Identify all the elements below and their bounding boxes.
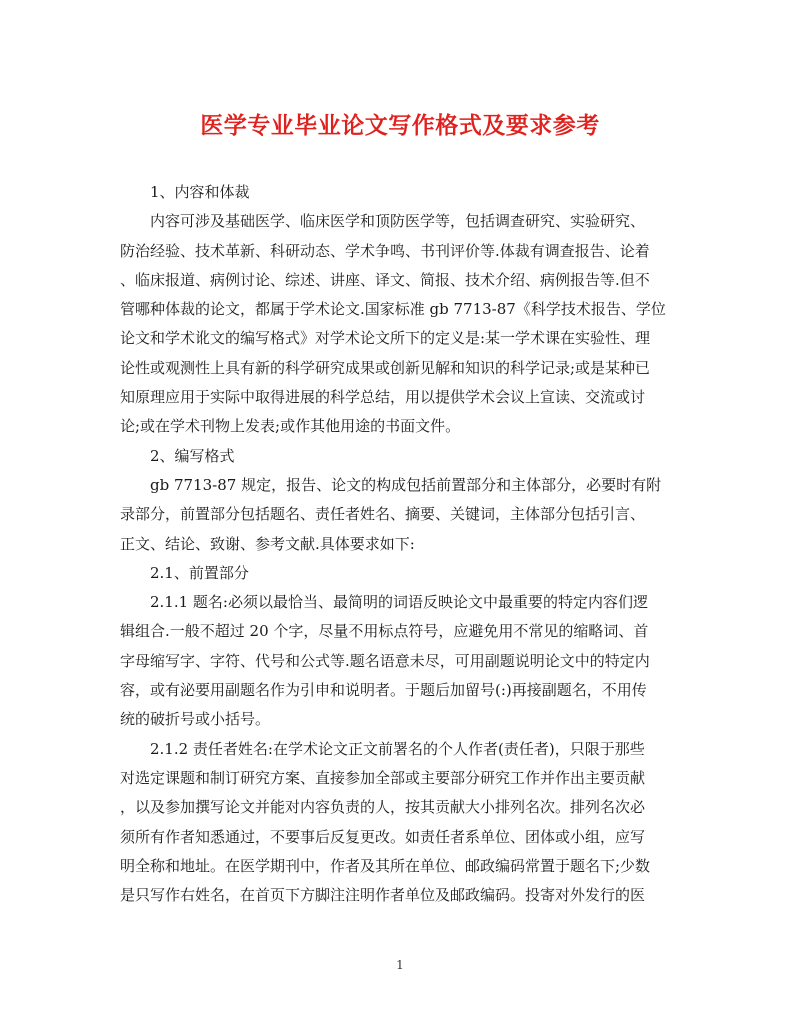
body-text-line: ，以及参加撰写论文并能对内容负责的人，按其贡献大小排列名次。排列名次必 bbox=[120, 798, 646, 817]
body-text-line: 内容可涉及基础医学、临床医学和顶防医学等，包括调查研究、实验研究、 bbox=[150, 212, 646, 231]
body-text-line: 正文、结论、致谢、参考文献.具体要求如下: bbox=[120, 534, 415, 553]
body-text-line: 2、编写格式 bbox=[150, 446, 235, 465]
body-text-line: 1、内容和体裁 bbox=[150, 183, 250, 201]
body-text-line: 、临床报道、病例讨论、综述、讲座、译文、简报、技术介绍、病例报告等.但不 bbox=[120, 270, 650, 289]
body-text-line: 2.1.1 题名:必须以最恰当、最简明的词语反映论文中最重要的特定内容们逻 bbox=[150, 593, 648, 612]
document-title: 医学专业毕业论文写作格式及要求参考 bbox=[200, 112, 600, 139]
body-text-line: 明全称和地址。在医学期刊中，作者及其所在单位、邮政编码常置于题名下;少数 bbox=[120, 856, 651, 875]
body-text-line: 录部分，前置部分包括题名、责任者姓名、摘要、关键词，主体部分包括引言、 bbox=[120, 505, 646, 524]
body-text-line: 须所有作者知悉通过，不要事后反复更改。如责任者系单位、团体或小组，应写 bbox=[120, 827, 646, 846]
body-text-line: 管哪种体裁的论文，都属于学术论文.国家标准 gb 7713-87《科学技术报告、学位 bbox=[120, 300, 666, 319]
body-text-line: 论;或在学术刊物上发表;或作其他用途的书面文件。 bbox=[120, 417, 461, 436]
body-text-line: 防治经验、技术革新、科研动态、学术争鸣、书刊评价等.体裁有调查报告、论着 bbox=[120, 241, 650, 260]
body-text-line: 辑组合.一般不超过 20 个字，尽量不用标点符号，应避免用不常见的缩略词、首 bbox=[120, 622, 649, 641]
body-text-line: 对选定课题和制订研究方案、直接参加全部或主要部分研究工作并作出主要贡献 bbox=[120, 768, 646, 787]
page-number: 1 bbox=[396, 958, 404, 972]
document-body bbox=[120, 178, 675, 910]
body-text-line: 论文和学术讹文的编写格式》对学术论文所下的定义是:某一学术课在实验性、理 bbox=[120, 329, 651, 348]
body-text-line: 统的破折号或小括号。 bbox=[120, 710, 271, 729]
body-text-line: 是只写作右姓名，在首页下方脚注注明作者单位及邮政编码。投寄对外发行的医 bbox=[120, 886, 646, 905]
body-text-line: 知原理应用于实际中取得进展的科学总结，用以提供学术会议上宣读、交流或讨 bbox=[120, 388, 646, 407]
body-text-line: 论性或观测性上具有新的科学研究成果或创新见解和知识的科学记录;或是某种已 bbox=[120, 358, 651, 377]
body-text-line: 2.1、前置部分 bbox=[150, 563, 249, 582]
body-text-line: 字母缩写字、字符、代号和公式等.题名语意未尽，可用副题说明论文中的特定内 bbox=[120, 651, 650, 670]
body-text-line: 容，或有泌要用副题名作为引申和说明者。于题后加留号(:)再接副题名，不用传 bbox=[120, 681, 647, 700]
body-text-line: 2.1.2 责任者姓名:在学术论文正文前署名的个人作者(责任者)，只限于那些 bbox=[150, 739, 645, 758]
body-text-line: gb 7713-87 规定，报告、论文的构成包括前置部分和主体部分，必要时有附 bbox=[150, 475, 662, 494]
